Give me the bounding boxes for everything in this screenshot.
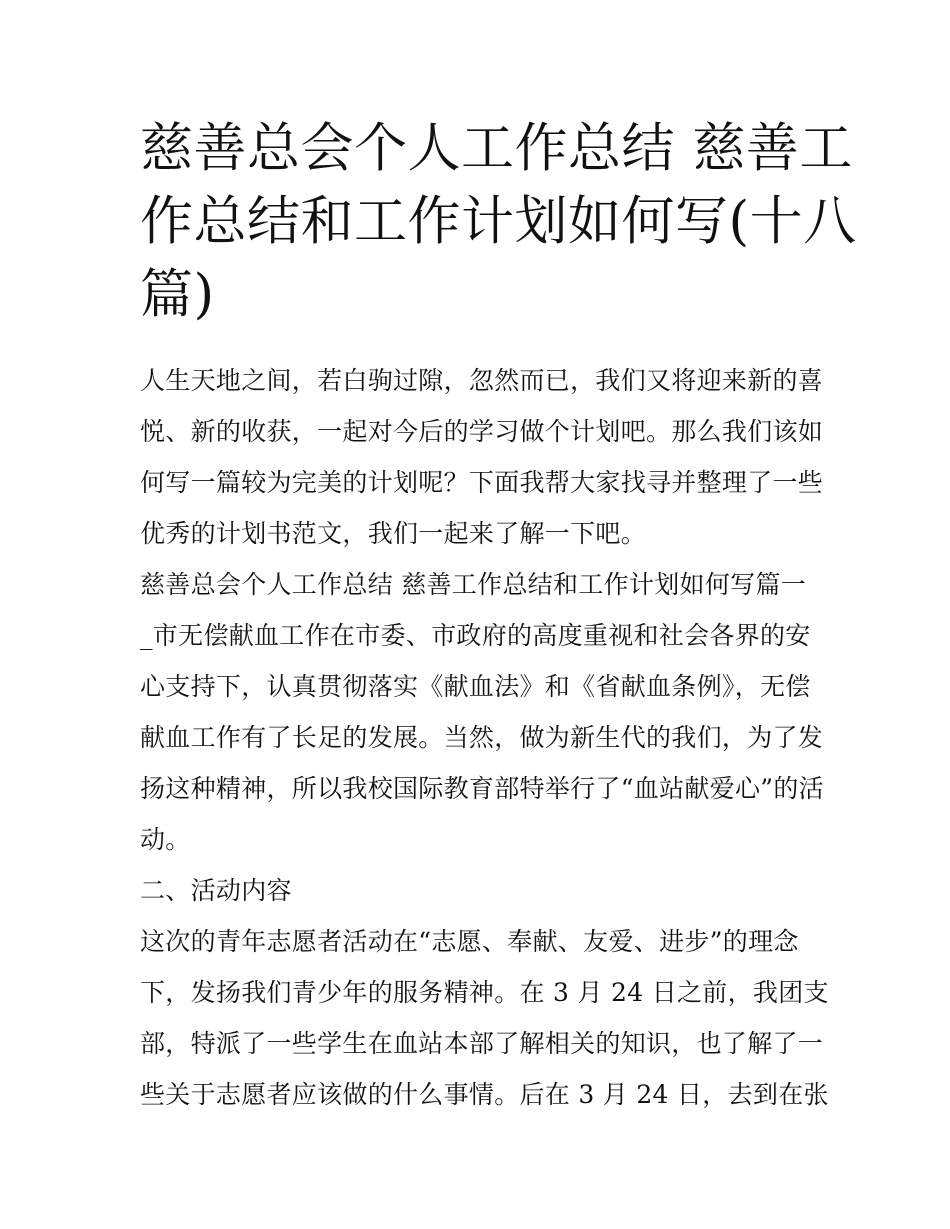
- body-line: 心支持下，认真贯彻落实《献血法》和《省献血条例》，无偿: [140, 672, 811, 701]
- title-line: 作总结和工作计划如何写(十八: [140, 191, 857, 252]
- body-line: 人生天地之间，若白驹过隙，忽然而已，我们又将迎来新的喜: [140, 366, 824, 395]
- body-line: 部，特派了一些学生在血站本部了解相关的知识，也了解了一: [140, 1029, 824, 1058]
- body-line: 下，发扬我们青少年的服务精神。在 3 月 24 日之前，我团支: [140, 978, 829, 1007]
- document-body: [140, 355, 829, 1120]
- body-line: _市无偿献血工作在市委、市政府的高度重视和社会各界的安: [140, 621, 811, 650]
- body-line: 扬这种精神，所以我校国际教育部特举行了“血站献爱心”的活: [140, 774, 824, 803]
- body-line: 优秀的计划书范文，我们一起来了解一下吧。: [140, 519, 647, 548]
- body-line: 些关于志愿者应该做的什么事情。后在 3 月 24 日，去到在张: [140, 1080, 829, 1109]
- body-line: 这次的青年志愿者活动在“志愿、奉献、友爱、进步”的理念: [140, 927, 799, 956]
- section-heading-line: 二、活动内容: [140, 876, 292, 905]
- title-line: 慈善总会个人工作总结 慈善工: [140, 118, 853, 179]
- body-line: 献血工作有了长足的发展。当然，做为新生代的我们，为了发: [140, 723, 824, 752]
- body-line: 何写一篇较为完美的计划呢？下面我帮大家找寻并整理了一些: [140, 468, 824, 497]
- section-heading-line: 慈善总会个人工作总结 慈善工作总结和工作计划如何写篇一: [140, 570, 807, 599]
- body-line: 动。: [140, 825, 191, 854]
- title-line: 篇): [140, 264, 215, 325]
- document-title: [140, 112, 857, 331]
- body-line: 悦、新的收获，一起对今后的学习做个计划吧。那么我们该如: [140, 417, 824, 446]
